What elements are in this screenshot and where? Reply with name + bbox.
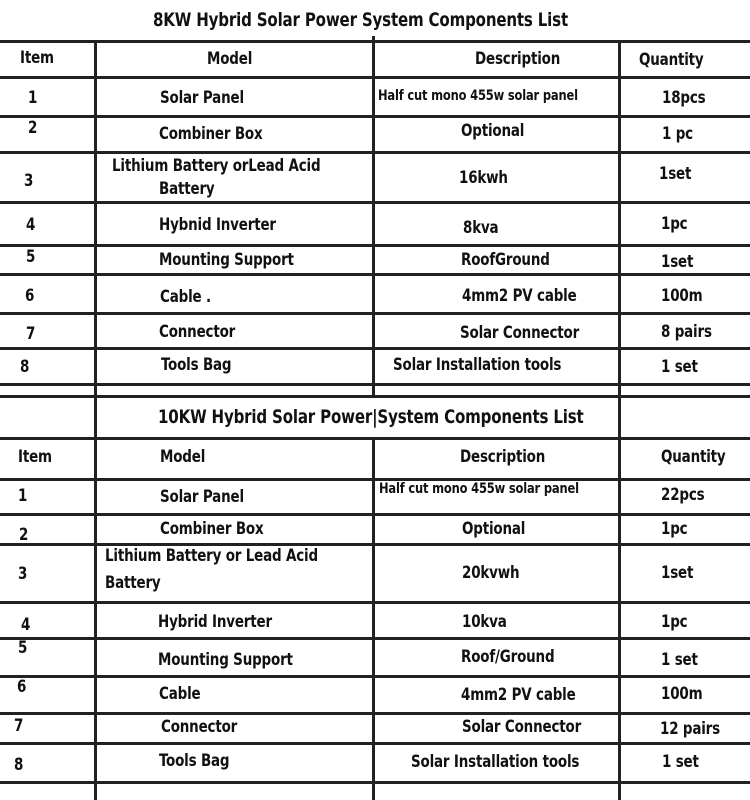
row-divider xyxy=(0,781,750,784)
description-cell: Optional xyxy=(461,121,525,141)
quantity-cell: 1 set xyxy=(661,650,698,670)
quantity-cell: 1pc xyxy=(661,214,688,234)
description-cell: 16kwh xyxy=(459,168,508,188)
description-cell: Optional xyxy=(462,519,526,539)
quantity-cell: 1set xyxy=(661,563,694,583)
column-divider xyxy=(94,40,97,800)
row-divider xyxy=(0,478,750,481)
quantity-cell: 1 set xyxy=(662,752,699,772)
quantity-cell: 1pc xyxy=(661,519,688,539)
quantity-cell: 1set xyxy=(659,164,692,184)
row-divider xyxy=(0,383,750,386)
quantity-cell: 12 pairs xyxy=(660,719,720,739)
model-cell: Connector xyxy=(161,717,238,737)
description-cell: RoofGround xyxy=(461,250,550,270)
model-cell: Solar Panel xyxy=(160,487,244,507)
header-description: Description xyxy=(475,49,561,69)
header-model: Model xyxy=(207,49,253,69)
row-divider xyxy=(0,273,750,276)
model-cell-line2: Battery xyxy=(159,179,215,199)
quantity-cell: 1 pc xyxy=(662,124,693,144)
column-divider xyxy=(372,36,375,396)
description-cell: 4mm2 PV cable xyxy=(462,286,577,306)
row-divider xyxy=(0,742,750,745)
item-cell: 3 xyxy=(18,564,28,584)
row-divider xyxy=(0,437,750,440)
item-cell: 5 xyxy=(26,247,36,267)
row-divider xyxy=(0,347,750,350)
quantity-cell: 18pcs xyxy=(662,88,706,108)
model-cell: Hybnid Inverter xyxy=(159,215,276,235)
model-cell: Hybrid Inverter xyxy=(158,612,272,632)
row-divider xyxy=(0,76,750,79)
header-quantity: Quantity xyxy=(661,447,726,467)
model-cell: Cable xyxy=(159,684,201,704)
item-cell: 2 xyxy=(19,525,29,545)
quantity-cell: 1set xyxy=(661,252,694,272)
header-model: Model xyxy=(160,447,206,467)
item-cell: 7 xyxy=(14,716,24,736)
row-divider xyxy=(0,637,750,640)
table-title: 8KW Hybrid Solar Power System Components List xyxy=(153,9,568,31)
quantity-cell: 1 set xyxy=(661,357,698,377)
model-cell: Combiner Box xyxy=(160,519,264,539)
model-cell-line2: Battery xyxy=(105,573,161,593)
model-cell-line1: Lithium Battery or Lead Acid xyxy=(105,546,318,566)
description-cell: 20kvwh xyxy=(462,563,520,583)
row-divider xyxy=(0,712,750,715)
quantity-cell: 100m xyxy=(661,684,703,704)
model-cell: Mounting Support xyxy=(158,650,293,670)
header-item: Item xyxy=(18,447,52,467)
row-divider xyxy=(0,675,750,678)
description-cell: Solar Connector xyxy=(460,323,580,343)
header-quantity: Quantity xyxy=(639,50,704,70)
model-cell: Combiner Box xyxy=(159,124,263,144)
description-cell: Half cut mono 455w solar panel xyxy=(378,88,578,104)
model-cell: Tools Bag xyxy=(159,751,230,771)
model-cell: Solar Panel xyxy=(160,88,244,108)
row-divider xyxy=(0,244,750,247)
description-cell: Solar Connector xyxy=(462,717,582,737)
model-cell: Mounting Support xyxy=(159,250,294,270)
row-divider xyxy=(0,312,750,315)
item-cell: 6 xyxy=(17,677,27,697)
description-cell: 8kva xyxy=(463,218,499,238)
item-cell: 1 xyxy=(18,486,28,506)
description-cell: Solar Installation tools xyxy=(393,355,562,375)
column-divider xyxy=(372,437,375,800)
quantity-cell: 100m xyxy=(661,286,703,306)
description-cell: Solar Installation tools xyxy=(411,752,580,772)
item-cell: 3 xyxy=(24,171,34,191)
row-divider xyxy=(0,201,750,204)
description-cell: 4mm2 PV cable xyxy=(461,685,576,705)
model-cell: Tools Bag xyxy=(161,355,232,375)
row-divider xyxy=(0,40,750,43)
quantity-cell: 8 pairs xyxy=(661,322,712,342)
description-cell: Roof/Ground xyxy=(461,647,555,667)
header-description: Description xyxy=(460,447,546,467)
item-cell: 8 xyxy=(14,755,24,775)
row-divider xyxy=(0,151,750,154)
description-cell: 10kva xyxy=(462,612,507,632)
header-item: Item xyxy=(20,48,54,68)
row-divider xyxy=(0,395,750,398)
item-cell: 4 xyxy=(26,215,36,235)
item-cell: 5 xyxy=(18,638,28,658)
row-divider xyxy=(0,115,750,118)
model-cell: Connector xyxy=(159,322,236,342)
table-title: 10KW Hybrid Solar Power|System Components List xyxy=(158,406,584,428)
row-divider xyxy=(0,601,750,604)
row-divider xyxy=(0,513,750,516)
item-cell: 6 xyxy=(25,286,35,306)
item-cell: 4 xyxy=(21,615,31,635)
item-cell: 7 xyxy=(26,324,36,344)
quantity-cell: 1pc xyxy=(661,612,688,632)
model-cell-line1: Lithium Battery orLead Acid xyxy=(112,156,321,176)
model-cell: Cable . xyxy=(160,287,211,307)
column-divider xyxy=(618,40,621,800)
item-cell: 8 xyxy=(20,357,30,377)
item-cell: 2 xyxy=(28,118,38,138)
quantity-cell: 22pcs xyxy=(661,485,705,505)
description-cell: Half cut mono 455w solar panel xyxy=(379,481,579,497)
item-cell: 1 xyxy=(28,88,38,108)
